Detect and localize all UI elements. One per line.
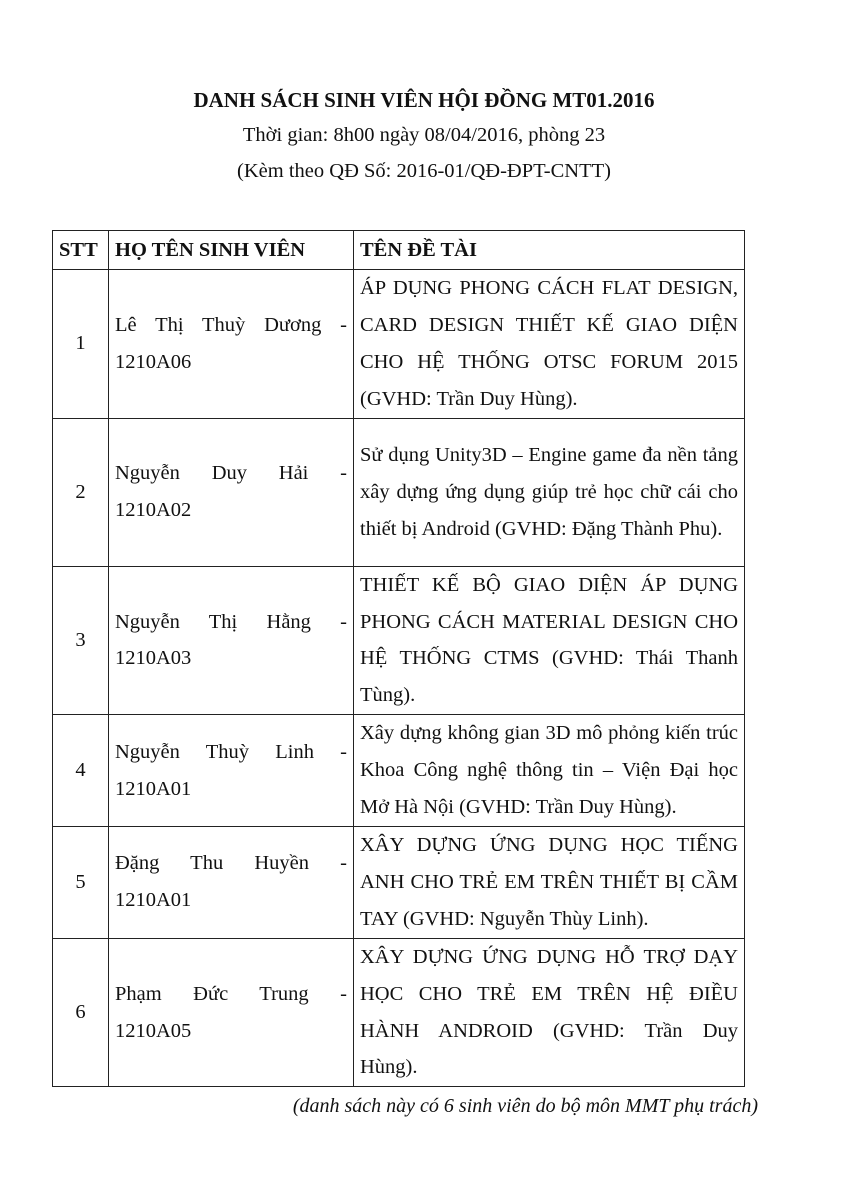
row-topic [354, 566, 745, 715]
schedule-line: Thời gian: 8h00 ngày 08/04/2016, phòng 23 [242, 124, 606, 146]
table-header-row [53, 231, 745, 270]
row-stt: 4 [53, 715, 109, 827]
row-topic [354, 715, 745, 827]
row-topic [354, 826, 745, 938]
row-topic-text: XÂY DỰNG ỨNG DỤNG HỌC TIẾNG ANH CHO TRẺ EM TRÊN THIẾT BỊ CẦM TAY (GVHD: Nguyễn Thùy Linh). [360, 833, 738, 930]
row-topic-text: THIẾT KẾ BỘ GIAO DIỆN ÁP DỤNG PHONG CÁCH MATERIAL DESIGN CHO HỆ THỐNG CTMS (GVHD: Thái Thanh Tùng). [360, 573, 738, 707]
row-stt: 2 [53, 418, 109, 566]
row-topic-text: XÂY DỰNG ỨNG DỤNG HỖ TRỢ DẠY HỌC CHO TRẺ EM TRÊN HỆ ĐIỀU HÀNH ANDROID (GVHD: Trần Duy Hùng). [360, 945, 738, 1079]
row-student-name: Nguyễn Thuỳ Linh - 1210A01 [109, 715, 354, 827]
table-row [53, 270, 745, 419]
header-topic: TÊN ĐỀ TÀI [354, 231, 745, 270]
student-roster-table [52, 230, 745, 1087]
row-student-name: Phạm Đức Trung - 1210A05 [109, 938, 354, 1087]
row-topic-text: Sử dụng Unity3D – Engine game đa nền tảng xây dựng ứng dụng giúp trẻ học chữ cái cho thiết bị Android (GVHD: Đặng Thành Phu). [360, 443, 738, 540]
table-row [53, 938, 745, 1087]
document-title: DANH SÁCH SINH VIÊN HỘI ĐỒNG MT01.2016 [193, 88, 655, 112]
table-row [53, 715, 745, 827]
row-stt: 3 [53, 566, 109, 715]
header-stt: STT [53, 231, 109, 270]
row-student-name: Đặng Thu Huyền - 1210A01 [109, 826, 354, 938]
row-topic [354, 938, 745, 1087]
row-student-name: Nguyễn Thị Hằng - 1210A03 [109, 566, 354, 715]
decision-reference: (Kèm theo QĐ Số: 2016-01/QĐ-ĐPT-CNTT) [237, 160, 611, 182]
row-stt: 5 [53, 826, 109, 938]
row-stt: 6 [53, 938, 109, 1087]
row-topic-text: ÁP DỤNG PHONG CÁCH FLAT DESIGN, CARD DESIGN THIẾT KẾ GIAO DIỆN CHO HỆ THỐNG OTSC FORUM 2015 (GVHD: Trần Duy Hùng). [360, 277, 738, 410]
header-student-name: HỌ TÊN SINH VIÊN [109, 231, 354, 270]
row-topic [354, 270, 745, 419]
row-stt: 1 [53, 270, 109, 419]
row-student-name: Lê Thị Thuỳ Dương - 1210A06 [109, 270, 354, 419]
table-row [53, 566, 745, 715]
table-row [53, 418, 745, 566]
row-topic-text: Xây dựng không gian 3D mô phỏng kiến trúc Khoa Công nghệ thông tin – Viện Đại học Mở Hà Nội (GVHD: Trần Duy Hùng). [360, 722, 738, 819]
table-row [53, 826, 745, 938]
footnote: (danh sách này có 6 sinh viên do bộ môn MMT phụ trách) [292, 1095, 758, 1117]
row-student-name: Nguyễn Duy Hải - 1210A02 [109, 418, 354, 566]
row-topic [354, 418, 745, 566]
